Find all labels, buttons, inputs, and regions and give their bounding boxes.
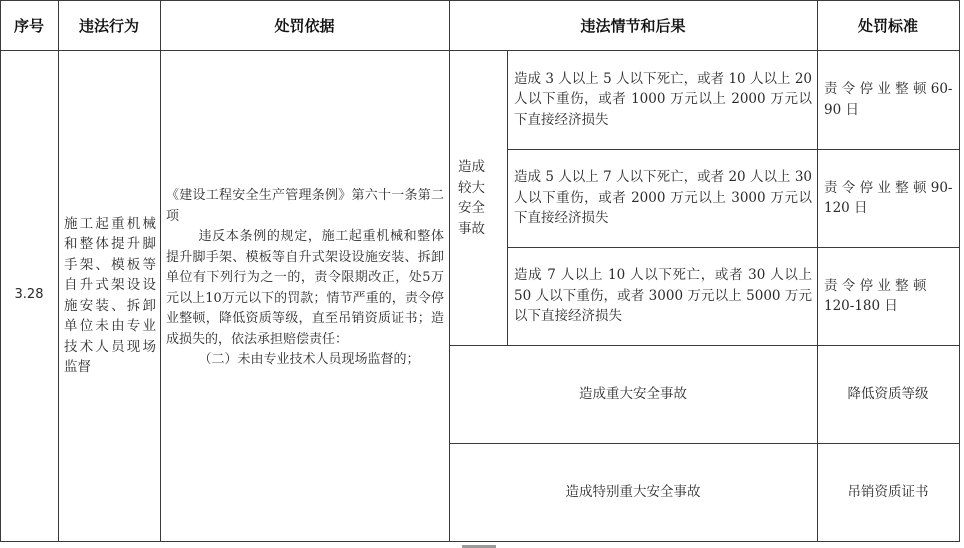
legal-basis	[166, 186, 444, 371]
table-border-right	[959, 0, 960, 542]
circumstance-1-text: 造成 3 人以上 5 人以下死亡，或者 10 人以上 20 人以下重伤，或者 1000 万元以上 2000 万元以下直接经济损失	[514, 70, 812, 128]
circumstance-major: 造成重大安全事故	[579, 385, 687, 402]
header-violation: 违法行为	[78, 16, 139, 35]
legal-basis-clause: 违反本条例的规定，施工起重机械和整体提升脚手架、模板等自升式架设设施安装、拆卸单位有下列行为之一的，责令限期改正，处5万元以上10万元以下的罚款；情节严重的，责令停业整顿，降低资质等级，直至吊销资质证书；造成损失的，依法承担赔偿责任：	[166, 229, 444, 347]
penalty-3	[824, 247, 954, 345]
penalty-2	[824, 149, 954, 247]
col-divider-2	[160, 0, 161, 542]
penalty-2-text: 责 令 停 业 整 顿 90-120 日	[824, 179, 953, 216]
circumstance-2	[514, 149, 812, 247]
legal-basis-item: （二）未由专业技术人员现场监督的；	[198, 352, 420, 367]
major-accident-label-text: 造成较大安全事故	[458, 159, 485, 237]
penalty-1-text: 责 令 停 业 整 顿 60-90 日	[824, 81, 953, 118]
header-no: 序号	[13, 16, 44, 35]
circumstance-extraordinary: 造成特别重大安全事故	[565, 483, 701, 500]
header-circumstances: 违法情节和后果	[580, 16, 686, 35]
legal-basis-title: 《建设工程安全生产管理条例》第六十一条第二项	[166, 188, 444, 224]
major-accident-label	[458, 50, 500, 346]
violation-text	[64, 50, 156, 541]
col-divider-1	[58, 0, 59, 542]
penalty-major: 降低资质等级	[847, 385, 929, 402]
header-basis: 处罚依据	[274, 16, 335, 35]
header-standard: 处罚标准	[857, 16, 918, 35]
row-number: 3.28	[14, 287, 44, 303]
circumstance-3-text: 造成 7 人以上 10 人以下死亡，或者 30 人以上 50 人以下重伤，或者 3000 万元以上 5000 万元以下直接经济损失	[514, 267, 812, 325]
circumstance-2-text: 造成 5 人以上 7 人以下死亡，或者 20 人以上 30 人以下重伤，或者 2000 万元以上 3000 万元以下直接经济损失	[514, 169, 812, 227]
penalty-1	[824, 50, 954, 149]
circumstance-1	[514, 50, 812, 149]
violation-text-content: 施工起重机械和整体提升脚手架、模板等自升式架设设施安装、拆卸单位未由专业技术人员现场监督	[64, 215, 156, 375]
table-border-bottom	[0, 541, 960, 542]
circumstance-3	[514, 247, 812, 345]
penalty-extraordinary: 吊销资质证书	[847, 483, 929, 500]
penalty-3-text: 责 令 停 业 整 顿 120-180 日	[824, 277, 927, 314]
col-divider-sub	[507, 50, 508, 346]
